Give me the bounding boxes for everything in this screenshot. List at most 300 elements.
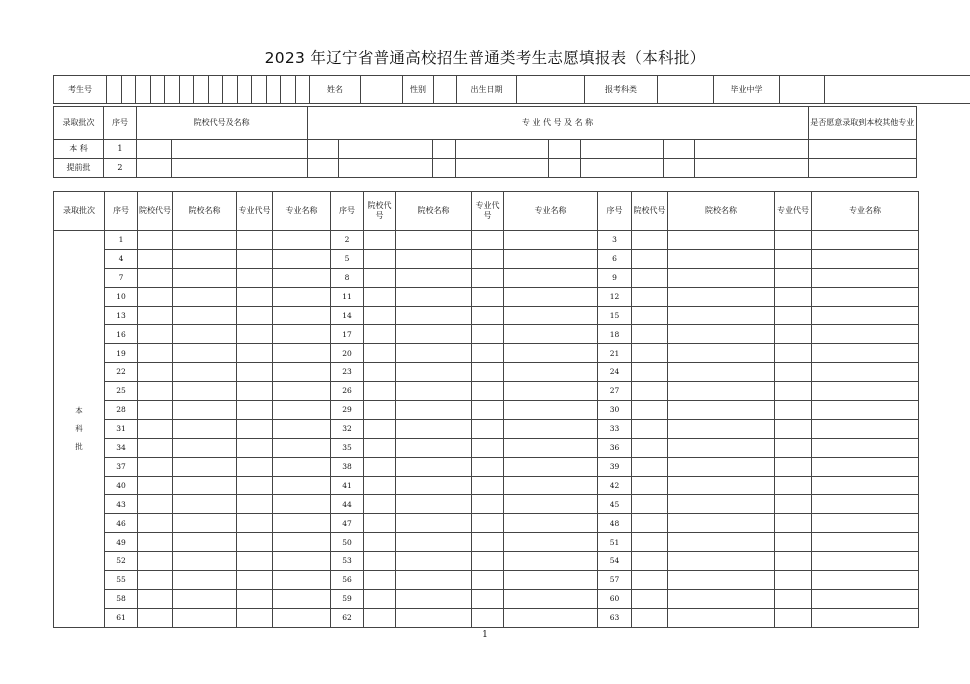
college-name-cell[interactable] <box>173 249 237 268</box>
college-code-cell[interactable] <box>138 325 173 344</box>
major-code-cell[interactable] <box>472 231 504 250</box>
major-code-cell[interactable] <box>472 589 504 608</box>
major-name-cell[interactable] <box>812 287 919 306</box>
major-name-cell[interactable] <box>812 344 919 363</box>
major-name-cell[interactable] <box>504 401 598 420</box>
major-name-cell[interactable] <box>504 363 598 382</box>
college-code-cell[interactable] <box>632 382 668 401</box>
major-code-cell[interactable] <box>472 344 504 363</box>
college-code-header: 院校代号 <box>364 192 396 231</box>
college-name-cell[interactable] <box>396 476 472 495</box>
college-name-cell[interactable] <box>396 306 472 325</box>
college-name-cell[interactable] <box>173 457 237 476</box>
major-code-cell[interactable] <box>472 325 504 344</box>
major-name-cell[interactable] <box>812 382 919 401</box>
major-code-cell[interactable] <box>775 401 812 420</box>
college-name-cell[interactable] <box>668 457 775 476</box>
college-code-cell[interactable] <box>364 608 396 627</box>
college-name-cell[interactable] <box>396 231 472 250</box>
college-code-cell[interactable] <box>136 159 171 178</box>
college-code-cell[interactable] <box>632 419 668 438</box>
major-code-cell[interactable] <box>237 476 273 495</box>
major-code-cell[interactable] <box>237 571 273 590</box>
college-code-cell[interactable] <box>632 268 668 287</box>
college-name-cell[interactable] <box>396 401 472 420</box>
college-name-cell[interactable] <box>396 419 472 438</box>
major-code-cell[interactable] <box>775 476 812 495</box>
college-code-cell[interactable] <box>136 140 171 159</box>
college-name-cell[interactable] <box>396 608 472 627</box>
college-code-cell[interactable] <box>138 476 173 495</box>
major-code-cell[interactable] <box>775 231 812 250</box>
major-name-cell[interactable] <box>812 306 919 325</box>
major-name-cell[interactable] <box>812 268 919 287</box>
college-name-cell[interactable] <box>668 533 775 552</box>
major-code-cell[interactable] <box>775 533 812 552</box>
college-name-cell[interactable] <box>668 287 775 306</box>
college-code-cell[interactable] <box>138 533 173 552</box>
college-code-cell[interactable] <box>632 344 668 363</box>
college-name-cell[interactable] <box>668 382 775 401</box>
college-name-cell[interactable] <box>173 231 237 250</box>
major-name-cell[interactable] <box>273 325 331 344</box>
major-code-cell[interactable] <box>472 608 504 627</box>
college-name-cell[interactable] <box>173 608 237 627</box>
college-name-cell[interactable] <box>396 571 472 590</box>
major-name-cell[interactable] <box>812 231 919 250</box>
major-code-cell[interactable] <box>775 608 812 627</box>
college-name-cell[interactable] <box>668 325 775 344</box>
major-name-cell[interactable] <box>695 140 809 159</box>
college-code-cell[interactable] <box>138 306 173 325</box>
college-code-cell[interactable] <box>632 249 668 268</box>
major-code-cell[interactable] <box>237 457 273 476</box>
major-code-cell[interactable] <box>775 268 812 287</box>
major-name-cell[interactable] <box>273 552 331 571</box>
major-code-cell[interactable] <box>472 495 504 514</box>
college-code-cell[interactable] <box>138 268 173 287</box>
major-name-cell[interactable] <box>580 159 664 178</box>
major-code-cell[interactable] <box>664 159 695 178</box>
college-name-cell[interactable] <box>668 306 775 325</box>
college-code-cell[interactable] <box>632 325 668 344</box>
exam-no-digit-cell[interactable] <box>121 76 136 104</box>
college-name-cell[interactable] <box>396 495 472 514</box>
major-code-cell[interactable] <box>775 552 812 571</box>
major-code-cell[interactable] <box>237 306 273 325</box>
college-name-cell[interactable] <box>171 140 307 159</box>
exam-no-digit-cell[interactable] <box>165 76 180 104</box>
college-name-cell[interactable] <box>396 457 472 476</box>
college-code-cell[interactable] <box>364 419 396 438</box>
college-code-cell[interactable] <box>632 401 668 420</box>
college-code-cell[interactable] <box>364 589 396 608</box>
college-code-cell[interactable] <box>632 287 668 306</box>
major-name-cell[interactable] <box>273 457 331 476</box>
major-code-cell[interactable] <box>433 140 455 159</box>
major-code-cell[interactable] <box>472 401 504 420</box>
major-code-cell[interactable] <box>472 287 504 306</box>
major-name-cell[interactable] <box>504 287 598 306</box>
college-code-cell[interactable] <box>632 457 668 476</box>
college-code-cell[interactable] <box>364 382 396 401</box>
exam-no-digit-cell[interactable] <box>237 76 252 104</box>
college-name-cell[interactable] <box>396 589 472 608</box>
major-code-cell[interactable] <box>237 589 273 608</box>
college-code-cell[interactable] <box>138 231 173 250</box>
major-code-cell[interactable] <box>472 476 504 495</box>
major-code-cell[interactable] <box>775 589 812 608</box>
major-name-cell[interactable] <box>273 287 331 306</box>
major-code-cell[interactable] <box>472 382 504 401</box>
major-name-cell[interactable] <box>812 495 919 514</box>
exam-no-digit-cell[interactable] <box>281 76 296 104</box>
major-name-cell[interactable] <box>339 140 433 159</box>
college-code-cell[interactable] <box>364 306 396 325</box>
college-code-cell[interactable] <box>138 495 173 514</box>
seq-cell: 38 <box>331 457 364 476</box>
college-code-cell[interactable] <box>364 533 396 552</box>
major-name-cell[interactable] <box>504 552 598 571</box>
college-name-cell[interactable] <box>173 325 237 344</box>
college-name-cell[interactable] <box>396 514 472 533</box>
major-code-cell[interactable] <box>237 268 273 287</box>
college-code-cell[interactable] <box>364 401 396 420</box>
college-code-cell[interactable] <box>138 457 173 476</box>
major-name-cell[interactable] <box>273 401 331 420</box>
major-code-cell[interactable] <box>472 419 504 438</box>
major-code-cell[interactable] <box>548 159 580 178</box>
major-name-cell[interactable] <box>504 476 598 495</box>
major-code-cell[interactable] <box>775 495 812 514</box>
major-name-cell[interactable] <box>812 363 919 382</box>
extra-field[interactable] <box>825 76 970 104</box>
major-name-cell[interactable] <box>812 419 919 438</box>
major-name-cell[interactable] <box>812 476 919 495</box>
college-name-cell[interactable] <box>173 571 237 590</box>
major-name-cell[interactable] <box>504 306 598 325</box>
major-name-cell[interactable] <box>504 382 598 401</box>
major-code-cell[interactable] <box>237 419 273 438</box>
exam-no-digit-cell[interactable] <box>266 76 281 104</box>
adjust-cell[interactable] <box>808 159 916 178</box>
college-name-cell[interactable] <box>396 325 472 344</box>
exam-no-digit-cell[interactable] <box>136 76 151 104</box>
major-code-cell[interactable] <box>775 325 812 344</box>
major-name-cell[interactable] <box>504 533 598 552</box>
college-code-cell[interactable] <box>138 401 173 420</box>
birth-field[interactable] <box>517 76 585 104</box>
major-code-cell[interactable] <box>775 344 812 363</box>
major-code-cell[interactable] <box>472 533 504 552</box>
major-name-cell[interactable] <box>455 159 548 178</box>
college-name-cell[interactable] <box>396 438 472 457</box>
college-name-cell[interactable] <box>396 533 472 552</box>
college-code-cell[interactable] <box>138 438 173 457</box>
college-name-cell[interactable] <box>396 382 472 401</box>
major-name-cell[interactable] <box>273 382 331 401</box>
college-name-cell[interactable] <box>396 552 472 571</box>
college-code-cell[interactable] <box>632 589 668 608</box>
major-code-cell[interactable] <box>472 457 504 476</box>
college-code-cell[interactable] <box>364 476 396 495</box>
major-code-cell[interactable] <box>237 552 273 571</box>
major-name-cell[interactable] <box>580 140 664 159</box>
major-name-cell[interactable] <box>504 589 598 608</box>
college-code-cell[interactable] <box>632 514 668 533</box>
college-name-cell[interactable] <box>396 363 472 382</box>
major-name-cell[interactable] <box>812 401 919 420</box>
college-code-cell[interactable] <box>364 457 396 476</box>
major-name-cell[interactable] <box>273 419 331 438</box>
college-code-cell[interactable] <box>138 249 173 268</box>
college-name-cell[interactable] <box>173 287 237 306</box>
school-field[interactable] <box>780 76 825 104</box>
college-name-cell[interactable] <box>173 495 237 514</box>
major-name-cell[interactable] <box>812 571 919 590</box>
exam-no-digit-cell[interactable] <box>150 76 165 104</box>
major-code-cell[interactable] <box>237 382 273 401</box>
major-name-cell[interactable] <box>504 344 598 363</box>
major-code-cell[interactable] <box>775 514 812 533</box>
college-code-cell[interactable] <box>138 363 173 382</box>
college-name-cell[interactable] <box>173 438 237 457</box>
major-code-cell[interactable] <box>472 438 504 457</box>
major-code-cell[interactable] <box>237 325 273 344</box>
exam-no-digit-cell[interactable] <box>252 76 267 104</box>
college-name-cell[interactable] <box>668 589 775 608</box>
major-code-cell[interactable] <box>433 159 455 178</box>
college-name-cell[interactable] <box>668 249 775 268</box>
college-name-cell[interactable] <box>668 514 775 533</box>
college-name-cell[interactable] <box>396 268 472 287</box>
college-name-cell[interactable] <box>668 401 775 420</box>
college-name-cell[interactable] <box>396 344 472 363</box>
major-name-cell[interactable] <box>273 344 331 363</box>
major-code-cell[interactable] <box>307 140 339 159</box>
college-code-cell[interactable] <box>632 533 668 552</box>
major-code-cell[interactable] <box>237 344 273 363</box>
major-name-cell[interactable] <box>504 325 598 344</box>
name-field[interactable] <box>361 76 403 104</box>
college-name-cell[interactable] <box>668 231 775 250</box>
college-name-cell[interactable] <box>173 363 237 382</box>
major-name-cell[interactable] <box>504 231 598 250</box>
major-code-cell[interactable] <box>237 533 273 552</box>
college-name-cell[interactable] <box>173 552 237 571</box>
major-code-cell[interactable] <box>775 438 812 457</box>
college-code-cell[interactable] <box>632 438 668 457</box>
college-name-cell[interactable] <box>173 306 237 325</box>
major-name-cell[interactable] <box>273 249 331 268</box>
major-name-cell[interactable] <box>695 159 809 178</box>
college-code-cell[interactable] <box>364 325 396 344</box>
major-code-cell[interactable] <box>472 552 504 571</box>
college-code-cell[interactable] <box>138 344 173 363</box>
college-code-cell[interactable] <box>364 363 396 382</box>
college-code-cell[interactable] <box>138 571 173 590</box>
major-name-cell[interactable] <box>504 571 598 590</box>
college-name-cell[interactable] <box>173 382 237 401</box>
major-code-cell[interactable] <box>775 382 812 401</box>
college-name-cell[interactable] <box>396 287 472 306</box>
college-code-cell[interactable] <box>364 344 396 363</box>
major-name-cell[interactable] <box>273 533 331 552</box>
major-code-cell[interactable] <box>237 363 273 382</box>
college-code-cell[interactable] <box>632 476 668 495</box>
college-name-cell[interactable] <box>668 268 775 287</box>
college-name-cell[interactable] <box>668 438 775 457</box>
college-code-cell[interactable] <box>364 571 396 590</box>
adjust-cell[interactable] <box>808 140 916 159</box>
major-name-cell[interactable] <box>273 495 331 514</box>
major-code-cell[interactable] <box>775 457 812 476</box>
college-code-cell[interactable] <box>632 571 668 590</box>
major-code-cell[interactable] <box>237 608 273 627</box>
major-name-cell[interactable] <box>504 495 598 514</box>
exam-no-digit-cell[interactable] <box>194 76 209 104</box>
college-code-cell[interactable] <box>138 382 173 401</box>
exam-no-digit-cell[interactable] <box>107 76 122 104</box>
major-name-cell[interactable] <box>504 419 598 438</box>
major-code-cell[interactable] <box>472 306 504 325</box>
exam-no-digit-cell[interactable] <box>208 76 223 104</box>
major-code-cell[interactable] <box>775 287 812 306</box>
major-name-cell[interactable] <box>504 457 598 476</box>
college-name-cell[interactable] <box>173 476 237 495</box>
college-code-cell[interactable] <box>632 495 668 514</box>
college-code-cell[interactable] <box>364 249 396 268</box>
college-name-cell[interactable] <box>171 159 307 178</box>
major-name-cell[interactable] <box>812 589 919 608</box>
college-name-cell[interactable] <box>668 495 775 514</box>
college-code-cell[interactable] <box>364 495 396 514</box>
college-code-cell[interactable] <box>632 608 668 627</box>
seq-cell: 23 <box>331 363 364 382</box>
college-name-cell[interactable] <box>668 419 775 438</box>
major-name-cell[interactable] <box>812 457 919 476</box>
major-code-cell[interactable] <box>775 419 812 438</box>
gender-field[interactable] <box>434 76 457 104</box>
major-code-cell[interactable] <box>775 363 812 382</box>
major-name-cell[interactable] <box>455 140 548 159</box>
college-code-cell[interactable] <box>138 552 173 571</box>
college-code-cell[interactable] <box>364 287 396 306</box>
major-code-cell[interactable] <box>472 571 504 590</box>
major-name-cell[interactable] <box>812 533 919 552</box>
major-name-cell[interactable] <box>273 363 331 382</box>
college-code-cell[interactable] <box>364 268 396 287</box>
major-code-cell[interactable] <box>237 495 273 514</box>
college-code-cell[interactable] <box>138 287 173 306</box>
college-name-cell[interactable] <box>173 401 237 420</box>
college-code-cell[interactable] <box>364 231 396 250</box>
major-name-cell[interactable] <box>812 325 919 344</box>
major-name-cell[interactable] <box>273 571 331 590</box>
college-name-cell[interactable] <box>173 419 237 438</box>
college-code-cell[interactable] <box>364 514 396 533</box>
seq-cell: 5 <box>331 249 364 268</box>
major-code-cell[interactable] <box>237 438 273 457</box>
major-code-cell[interactable] <box>664 140 695 159</box>
major-name-cell[interactable] <box>504 438 598 457</box>
college-name-cell[interactable] <box>173 533 237 552</box>
college-name-cell[interactable] <box>668 571 775 590</box>
exam-no-digit-cell[interactable] <box>179 76 194 104</box>
college-name-cell[interactable] <box>668 363 775 382</box>
subject-field[interactable] <box>658 76 714 104</box>
major-code-cell[interactable] <box>237 401 273 420</box>
major-name-cell[interactable] <box>273 589 331 608</box>
major-name-cell[interactable] <box>812 514 919 533</box>
college-name-cell[interactable] <box>396 249 472 268</box>
major-code-cell[interactable] <box>775 571 812 590</box>
college-name-cell[interactable] <box>668 608 775 627</box>
major-code-cell[interactable] <box>472 268 504 287</box>
college-name-cell[interactable] <box>173 344 237 363</box>
major-name-cell[interactable] <box>504 608 598 627</box>
exam-no-digit-cell[interactable] <box>223 76 238 104</box>
major-name-cell[interactable] <box>504 249 598 268</box>
college-name-cell[interactable] <box>668 552 775 571</box>
college-code-cell[interactable] <box>138 419 173 438</box>
major-name-cell[interactable] <box>273 476 331 495</box>
college-code-cell[interactable] <box>632 363 668 382</box>
college-name-cell[interactable] <box>668 476 775 495</box>
college-name-cell[interactable] <box>173 589 237 608</box>
major-code-cell[interactable] <box>472 363 504 382</box>
major-name-cell[interactable] <box>273 608 331 627</box>
major-code-cell[interactable] <box>472 514 504 533</box>
major-code-cell[interactable] <box>237 249 273 268</box>
major-code-cell[interactable] <box>237 287 273 306</box>
major-code-cell[interactable] <box>548 140 580 159</box>
college-code-cell[interactable] <box>364 552 396 571</box>
seq-cell: 45 <box>598 495 632 514</box>
major-code-cell[interactable] <box>237 514 273 533</box>
college-code-cell[interactable] <box>138 608 173 627</box>
college-name-cell[interactable] <box>668 344 775 363</box>
college-name-cell[interactable] <box>173 514 237 533</box>
major-code-cell[interactable] <box>307 159 339 178</box>
major-code-cell[interactable] <box>472 249 504 268</box>
major-name-cell[interactable] <box>273 514 331 533</box>
college-code-cell[interactable] <box>138 514 173 533</box>
major-name-cell[interactable] <box>812 249 919 268</box>
exam-no-digit-cell[interactable] <box>295 76 310 104</box>
seq-cell: 48 <box>598 514 632 533</box>
major-code-cell[interactable] <box>775 249 812 268</box>
college-code-cell[interactable] <box>364 438 396 457</box>
college-name-cell[interactable] <box>173 268 237 287</box>
major-code-cell[interactable] <box>237 231 273 250</box>
major-name-cell[interactable] <box>504 514 598 533</box>
major-name-cell[interactable] <box>812 438 919 457</box>
college-code-cell[interactable] <box>138 589 173 608</box>
college-code-cell[interactable] <box>632 306 668 325</box>
major-name-cell[interactable] <box>812 552 919 571</box>
major-code-cell[interactable] <box>775 306 812 325</box>
major-name-cell[interactable] <box>273 306 331 325</box>
major-name-cell[interactable] <box>339 159 433 178</box>
major-name-cell[interactable] <box>273 231 331 250</box>
major-name-cell[interactable] <box>273 438 331 457</box>
college-code-cell[interactable] <box>632 231 668 250</box>
major-name-cell[interactable] <box>273 268 331 287</box>
college-code-cell[interactable] <box>632 552 668 571</box>
major-name-cell[interactable] <box>504 268 598 287</box>
major-name-cell[interactable] <box>812 608 919 627</box>
